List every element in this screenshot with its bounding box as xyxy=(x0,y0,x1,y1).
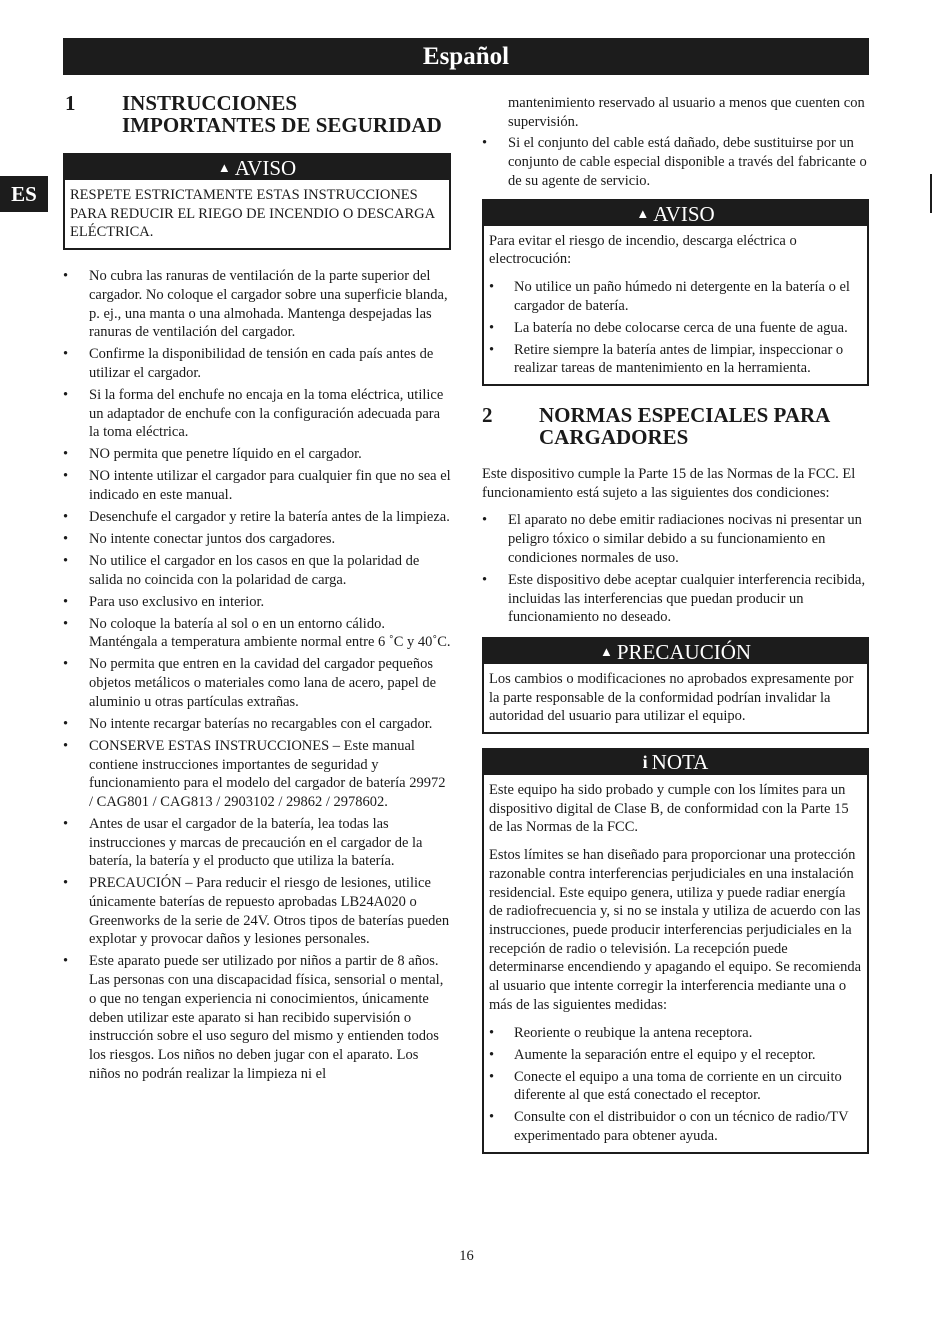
warning-text: RESPETE ESTRICTAMENTE ESTAS INSTRUCCIONES PARA REDUCIR EL RIEGO DE INCENDIO O DESCARGA ELÉCTRICA. xyxy=(70,187,435,241)
section-2-title: NORMAS ESPECIALES PARA CARGADORES xyxy=(539,403,830,450)
warning-icon: ▲ xyxy=(217,160,231,175)
section-1-title: INSTRUCCIONES IMPORTANTES DE SEGURIDAD xyxy=(122,91,442,137)
warning-list xyxy=(489,278,862,378)
caution-body xyxy=(484,664,867,732)
list-item: • Antes de usar el cargador de la batería, lea todas las instrucciones y marcas de precaución en el cargador de la batería, la batería y el producto que utiliza la batería. xyxy=(63,815,451,871)
warning-label-2: AVISO xyxy=(653,201,715,226)
list-item: • CONSERVE ESTAS INSTRUCCIONES – Este manual contiene instrucciones importantes de seguridad y funcionamiento para el modelo del cargador de batería 29972 / CAG801 / CAG813 / 2903102 / 29862 / 2978602. xyxy=(63,737,451,812)
warning-header xyxy=(65,155,449,180)
list-item: • Confirme la disponibilidad de tensión en cada país antes de utilizar el cargador. xyxy=(63,345,451,382)
note-list xyxy=(489,1024,862,1146)
list-item: • No permita que entren en la cavidad del cargador pequeños objetos metálicos o materiales como lana de acero, papel de aluminio u otras partículas extrañas. xyxy=(63,655,451,711)
list-item: • Desenchufe el cargador y retire la batería antes de la limpieza. xyxy=(63,508,451,527)
list-item: • No utilice el cargador en los casos en que la polaridad de salida no coincida con la polaridad de carga. xyxy=(63,552,451,589)
note-box xyxy=(482,748,869,1154)
warning-body-2 xyxy=(484,226,867,385)
list-item: • Aumente la separación entre el equipo y el receptor. xyxy=(489,1046,862,1065)
warning-label: AVISO xyxy=(234,156,297,180)
warning-box-2 xyxy=(482,199,869,387)
list-item: • Retire siempre la batería antes de limpiar, inspeccionar o realizar tareas de mantenimiento en la herramienta. xyxy=(489,341,862,378)
caution-box xyxy=(482,637,869,734)
list-item: • PRECAUCIÓN – Para reducir el riesgo de lesiones, utilice únicamente baterías de repuesto aprobadas LB24A020 o Greenworks de la serie de 24V. Otros tipos de baterías pueden explotar y provocar daños y lesiones personales. xyxy=(63,874,451,949)
caution-label: PRECAUCIÓN xyxy=(616,639,752,664)
fcc-conditions-list xyxy=(482,511,869,627)
section-2-heading xyxy=(482,404,869,448)
warning-icon: ▲ xyxy=(599,643,613,659)
list-item: • NO permita que penetre líquido en el cargador. xyxy=(63,445,451,464)
list-item: • Si la forma del enchufe no encaja en la toma eléctrica, utilice un adaptador de enchufe con la configuración adecuada para la toma eléctrica. xyxy=(63,386,451,442)
language-tab: ES xyxy=(0,176,48,212)
note-label: NOTA xyxy=(651,750,709,775)
safety-list-continued xyxy=(482,134,869,190)
note-paragraph: Este equipo ha sido probado y cumple con los límites para un dispositivo digital de Clase B, de conformidad con la Parte 15 de las Normas de la FCC. xyxy=(489,782,849,836)
list-item: • El aparato no debe emitir radiaciones nocivas ni presentar un peligro tóxico o similar debido a su funcionamiento en condiciones normales de uso. xyxy=(482,511,869,567)
left-column xyxy=(63,92,451,1087)
list-item: • No intente recargar baterías no recargables con el cargador. xyxy=(63,715,451,734)
list-item: • Este aparato puede ser utilizado por niños a partir de 8 años. Las personas con una discapacidad física, sensorial o mental, o que no tengan experiencia ni conocimientos, únicamente deben utilizar este aparato si han recibido supervisión o instrucción sobre el uso seguro del mismo y entienden todos los riesgos. Los niños no deben jugar con el aparato. Los niños no podrán realizar la limpieza ni el xyxy=(63,952,451,1083)
edge-mark xyxy=(930,174,932,213)
caution-text: Los cambios o modificaciones no aprobados expresamente por la parte responsable de la conformidad podrían invalidar la autoridad del usuario para utilizar el equipo. xyxy=(489,670,854,725)
continued-text: mantenimiento reservado al usuario a menos que cuenten con supervisión. xyxy=(508,95,865,130)
language-header: Español xyxy=(63,38,869,75)
list-item: • Reoriente o reubique la antena receptora. xyxy=(489,1024,862,1043)
list-item: • Conecte el equipo a una toma de corriente en un circuito diferente al que está conectado el receptor. xyxy=(489,1068,862,1105)
warning-intro: Para evitar el riesgo de incendio, descarga eléctrica o electrocución: xyxy=(489,232,797,268)
section-1-number: 1 xyxy=(65,91,76,115)
warning-body xyxy=(65,180,449,248)
section-1-heading xyxy=(65,92,451,136)
warning-icon: ▲ xyxy=(636,205,650,221)
safety-list xyxy=(63,267,451,1083)
list-item: • No intente conectar juntos dos cargadores. xyxy=(63,530,451,549)
note-body xyxy=(484,775,867,1152)
right-column xyxy=(482,94,869,1154)
note-paragraph: Estos límites se han diseñado para proporcionar una protección razonable contra interferencias perjudiciales en una instalación residencial. Este equipo genera, utiliza y puede radiar energía de radiofrecuencia y, si no se instala y utiliza de acuerdo con las instrucciones, puede producir interferencias perjudiciales en la recepción de radio o televisión. La recepción puede determinarse encendiendo y apagando el equipo. Se recomienda al usuario que intente corregir la interferencia mediante una o más de las siguientes medidas: xyxy=(489,847,862,1013)
note-header xyxy=(484,750,867,775)
fcc-intro: Este dispositivo cumple la Parte 15 de las Normas de la FCC. El funcionamiento está sujeto a las siguientes dos condiciones: xyxy=(482,466,856,501)
warning-box xyxy=(63,153,451,250)
page-number: 16 xyxy=(459,1248,474,1264)
list-item: • No cubra las ranuras de ventilación de la parte superior del cargador. No coloque el cargador sobre una superficie blanda, p. ej., una manta o una almohada. Mantenga despejadas las ranuras de ventilación del cargador. xyxy=(63,267,451,342)
list-item: • La batería no debe colocarse cerca de una fuente de agua. xyxy=(489,319,862,338)
list-item: • Si el conjunto del cable está dañado, debe sustituirse por un conjunto de cable especial disponible a través del fabricante o de su agente de servicio. xyxy=(482,134,869,190)
list-item: • Consulte con el distribuidor o con un técnico de radio/TV experimentado para obtener ayuda. xyxy=(489,1108,862,1145)
caution-header xyxy=(484,639,867,664)
warning-header-2 xyxy=(484,201,867,226)
list-item: • Para uso exclusivo en interior. xyxy=(63,593,451,612)
list-item: • No coloque la batería al sol o en un entorno cálido. Manténgala a temperatura ambiente normal entre 6 ˚C y 40˚C. xyxy=(63,615,451,652)
info-icon: i xyxy=(642,752,648,773)
section-2-number: 2 xyxy=(482,403,493,428)
list-item: • No utilice un paño húmedo ni detergente en la batería o el cargador de batería. xyxy=(489,278,862,315)
list-item: • Este dispositivo debe aceptar cualquier interferencia recibida, incluidas las interferencias que puedan producir un funcionamiento no deseado. xyxy=(482,571,869,627)
list-item: • NO intente utilizar el cargador para cualquier fin que no sea el indicado en este manual. xyxy=(63,467,451,504)
